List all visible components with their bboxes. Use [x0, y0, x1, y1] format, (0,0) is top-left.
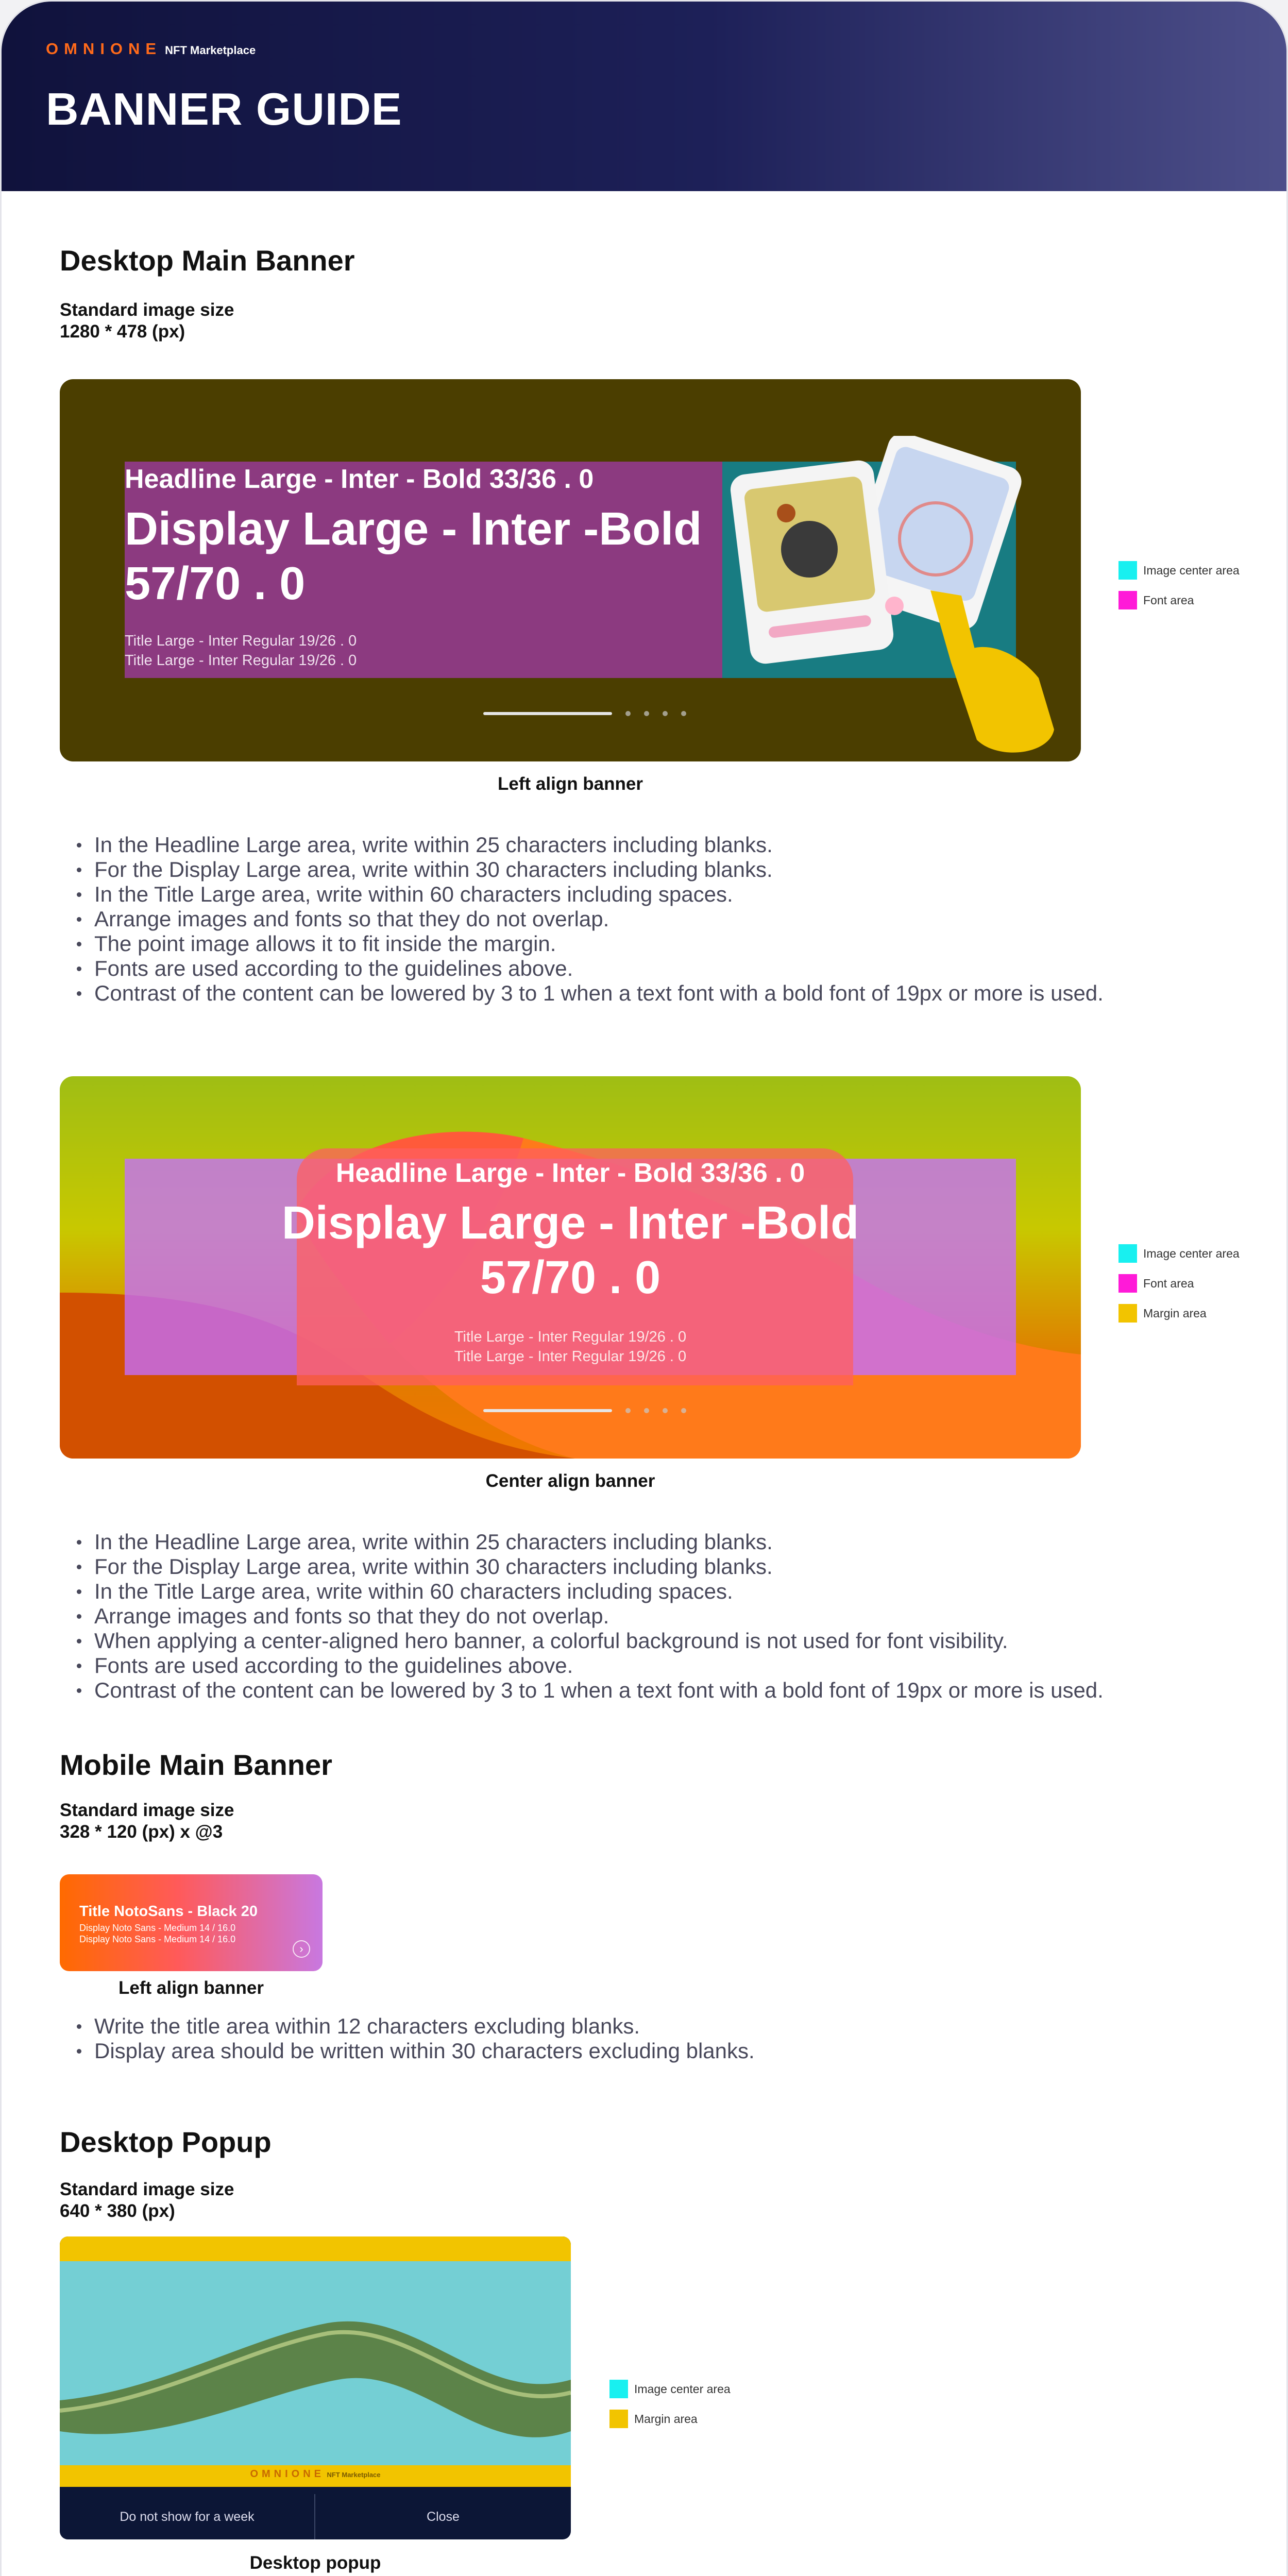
- list-item: Contrast of the content can be lowered by 3 to 1 when a text font with a bold font of 19px or more is used.: [77, 981, 1104, 1006]
- banner-display-line1: Display Large - Inter -Bold: [281, 1197, 859, 1249]
- section-title-mobile-main: Mobile Main Banner: [60, 1749, 332, 1781]
- std-size-value: 328 * 120 (px) x @3: [60, 1822, 223, 1842]
- popup-logo: [60, 2468, 571, 2480]
- banner-title-line1: Title Large - Inter Regular 19/26 . 0: [125, 633, 357, 649]
- mobile-banner-preview: [60, 1874, 323, 1971]
- legend-label: Image center area: [634, 2382, 731, 2396]
- legend-label: Margin area: [1143, 1306, 1207, 1320]
- legend-swatch-image-center: [609, 2380, 628, 2398]
- carousel-active-bar[interactable]: [483, 712, 612, 715]
- omnione-logo[interactable]: [46, 40, 256, 58]
- legend-label: Font area: [1143, 1276, 1194, 1290]
- guidelines-center-banner: [77, 1530, 1104, 1703]
- logo-subtitle: NFT Marketplace: [165, 44, 256, 57]
- caption-desktop-popup: Desktop popup: [249, 2553, 381, 2573]
- legend-label: Image center area: [1143, 1246, 1240, 1260]
- legend-left-banner: [1118, 561, 1240, 621]
- caption-center-align-banner: Center align banner: [485, 1471, 655, 1491]
- mobile-banner-title: Title NotoSans - Black 20: [79, 1903, 258, 1920]
- std-size-label: Standard image size: [60, 1800, 234, 1820]
- legend-swatch-image-center: [1118, 561, 1137, 580]
- carousel-dot[interactable]: [663, 711, 668, 716]
- legend-swatch-font-area: [1118, 1274, 1137, 1293]
- page-title: BANNER GUIDE: [46, 83, 402, 134]
- guidelines-mobile-banner: [77, 2014, 755, 2063]
- list-item: For the Display Large area, write within 30 characters including blanks.: [77, 857, 1104, 882]
- legend-swatch-font-area: [1118, 591, 1137, 609]
- list-item: Arrange images and fonts so that they do not overlap.: [77, 1604, 1104, 1629]
- legend-swatch-image-center: [1118, 1244, 1137, 1263]
- carousel-active-bar[interactable]: [483, 1409, 612, 1412]
- banner-display-line1: Display Large - Inter -Bold: [125, 503, 702, 555]
- arrow-right-icon[interactable]: ›: [293, 1940, 310, 1958]
- caption-mobile-left-banner: Left align banner: [118, 1978, 264, 1998]
- close-button[interactable]: Close: [427, 2510, 460, 2524]
- list-item: When applying a center-aligned hero banner, a colorful background is not used for font visibility.: [77, 1629, 1104, 1653]
- logo-wordmark: OMNIONE: [46, 40, 162, 58]
- legend-label: Image center area: [1143, 563, 1240, 577]
- carousel-dot[interactable]: [644, 1408, 649, 1413]
- banner-display-line2: 57/70 . 0: [480, 1252, 661, 1303]
- std-size-value: 640 * 380 (px): [60, 2201, 175, 2221]
- list-item: Fonts are used according to the guidelines above.: [77, 956, 1104, 981]
- std-size-label: Standard image size: [60, 2179, 234, 2199]
- list-item: In the Title Large area, write within 60 characters including spaces.: [77, 1579, 1104, 1604]
- list-item: In the Title Large area, write within 60 characters including spaces.: [77, 882, 1104, 907]
- image-center-area: [60, 2261, 571, 2465]
- guidelines-left-banner: [77, 833, 1104, 1006]
- list-item: Write the title area within 12 characters excluding blanks.: [77, 2014, 755, 2039]
- section-title-desktop-popup: Desktop Popup: [60, 2126, 272, 2158]
- legend-label: Font area: [1143, 593, 1194, 607]
- banner-title-line2: Title Large - Inter Regular 19/26 . 0: [454, 1348, 687, 1365]
- carousel-indicator[interactable]: [483, 1408, 686, 1413]
- list-item: In the Headline Large area, write within 25 characters including blanks.: [77, 833, 1104, 857]
- ribbon-wave-illustration: [60, 2261, 571, 2465]
- banner-headline: Headline Large - Inter - Bold 33/36 . 0: [125, 464, 594, 494]
- banner-title-line1: Title Large - Inter Regular 19/26 . 0: [454, 1329, 687, 1345]
- carousel-dot[interactable]: [681, 1408, 686, 1413]
- legend-swatch-margin-area: [609, 2410, 628, 2428]
- desktop-popup-preview: [60, 2236, 571, 2539]
- legend-label: Margin area: [634, 2412, 698, 2426]
- banner-display-line2: 57/70 . 0: [125, 558, 306, 609]
- legend-swatch-margin-area: [1118, 1304, 1137, 1323]
- std-size-label: Standard image size: [60, 300, 234, 320]
- carousel-indicator[interactable]: [483, 711, 686, 716]
- banner-title-line2: Title Large - Inter Regular 19/26 . 0: [125, 652, 357, 669]
- mobile-banner-display1: Display Noto Sans - Medium 14 / 16.0: [79, 1923, 236, 1933]
- center-align-banner-preview: [60, 1076, 1081, 1459]
- std-size-value: 1280 * 478 (px): [60, 321, 185, 342]
- list-item: Fonts are used according to the guidelines above.: [77, 1653, 1104, 1678]
- list-item: Contrast of the content can be lowered by 3 to 1 when a text font with a bold font of 19px or more is used.: [77, 1678, 1104, 1703]
- section-title-desktop-main: Desktop Main Banner: [60, 244, 355, 277]
- mobile-banner-display2: Display Noto Sans - Medium 14 / 16.0: [79, 1934, 236, 1944]
- list-item: In the Headline Large area, write within 25 characters including blanks.: [77, 1530, 1104, 1554]
- page-header: [2, 2, 1288, 191]
- legend-center-banner: [1118, 1244, 1240, 1334]
- carousel-dot[interactable]: [681, 711, 686, 716]
- popup-logo-wordmark: OMNIONE: [250, 2468, 325, 2480]
- banner-headline: Headline Large - Inter - Bold 33/36 . 0: [335, 1158, 805, 1188]
- carousel-dot[interactable]: [625, 1408, 631, 1413]
- carousel-dot[interactable]: [663, 1408, 668, 1413]
- list-item: For the Display Large area, write within 30 characters including blanks.: [77, 1554, 1104, 1579]
- carousel-dot[interactable]: [625, 711, 631, 716]
- legend-desktop-popup: [609, 2380, 731, 2439]
- caption-left-align-banner: Left align banner: [498, 774, 643, 794]
- carousel-dot[interactable]: [644, 711, 649, 716]
- list-item: Display area should be written within 30 characters excluding blanks.: [77, 2039, 755, 2063]
- list-item: Arrange images and fonts so that they do not overlap.: [77, 907, 1104, 931]
- list-item: The point image allows it to fit inside the margin.: [77, 931, 1104, 956]
- popup-logo-subtitle: NFT Marketplace: [327, 2471, 381, 2479]
- do-not-show-button[interactable]: Do not show for a week: [120, 2510, 255, 2524]
- left-align-banner-preview: [60, 379, 1081, 761]
- nft-cards-illustration: [709, 436, 1080, 761]
